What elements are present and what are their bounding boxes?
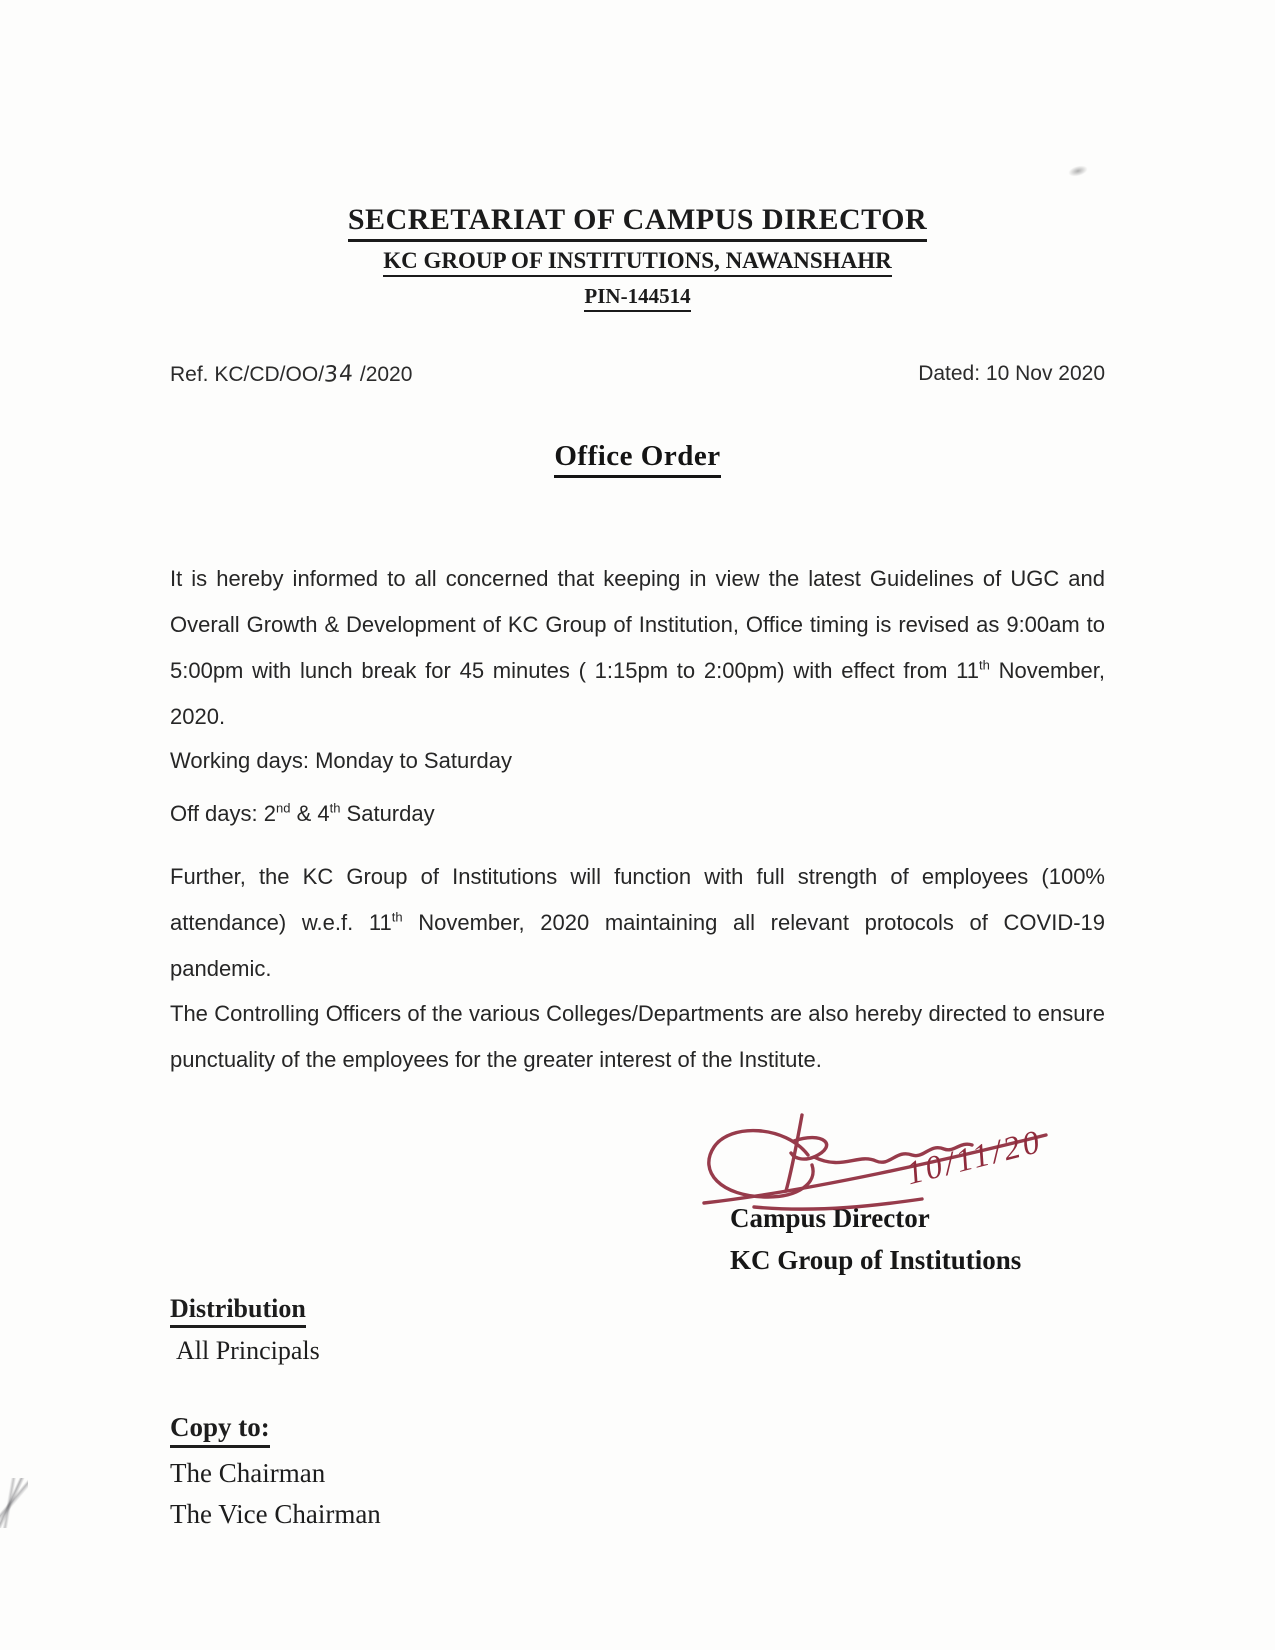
paragraph-text: It is hereby informed to all concerned that keeping in view the latest Guidelines of UGC and Overall Growth & Development of KC Group of Institution, Office timing is revised as 9:00am to 5:00pm with lunch break for 45 minutes ( 1:15pm to 2:00pm) with effect from 11 <box>170 566 1105 683</box>
reference-handwritten-number: 34 <box>323 361 355 388</box>
scan-smudge-artifact <box>0 1478 28 1528</box>
ordinal-superscript: th <box>391 909 403 925</box>
scan-smudge-artifact <box>1067 164 1089 179</box>
signature-block <box>690 1095 1120 1325</box>
document-title <box>0 440 1275 478</box>
ordinal-superscript: nd <box>275 800 291 816</box>
paragraph-controlling-officers: The Controlling Officers of the various Colleges/Departments are also hereby directed to ensure punctuality of the employees for the greater interest of the Institute. <box>170 1001 1105 1072</box>
copy-to-heading: Copy to: <box>170 1412 270 1448</box>
paragraph-text: November, 2020 maintaining all relevant protocols of COVID-19 pandemic. <box>170 910 1105 981</box>
document-title-text: Office Order <box>554 440 720 478</box>
letterhead <box>0 203 1275 312</box>
reference-prefix: Ref. KC/CD/OO/ <box>170 363 325 386</box>
paragraph-text: Saturday <box>340 801 435 826</box>
paragraph-working-days: Working days: Monday to Saturday <box>170 748 512 773</box>
paragraph-off-days <box>170 791 1105 837</box>
copy-to-section <box>170 1412 381 1530</box>
letterhead-institution: KC GROUP OF INSTITUTIONS, NAWANSHAHR <box>383 248 891 277</box>
signatory-designation: Campus Director <box>730 1203 930 1233</box>
letterhead-pin: PIN-144514 <box>584 284 690 312</box>
distribution-heading: Distribution <box>170 1294 306 1328</box>
copy-to-item: The Chairman <box>170 1458 326 1488</box>
copy-to-item: The Vice Chairman <box>170 1499 381 1529</box>
paragraph-text: & 4 <box>290 801 330 826</box>
ordinal-superscript: th <box>979 657 990 673</box>
distribution-section <box>170 1294 320 1366</box>
reference-suffix: /2020 <box>354 363 413 386</box>
paragraph-text: Off days: 2 <box>170 801 276 826</box>
paragraph-full-strength <box>170 854 1105 992</box>
distribution-item: All Principals <box>176 1336 320 1365</box>
reference-row <box>170 362 1105 387</box>
reference-number <box>170 362 412 387</box>
paragraph-text: November, 2020. <box>170 658 1105 729</box>
signature-handwritten-date: 10/11/20 <box>902 1123 1047 1193</box>
paragraph-text: Further, the KC Group of Institutions will function with full strength of employees (100% attendance) w.e.f. 11 <box>170 864 1105 935</box>
ordinal-superscript: th <box>329 800 341 816</box>
date-line: Dated: 10 Nov 2020 <box>918 362 1105 385</box>
letterhead-title: SECRETARIAT OF CAMPUS DIRECTOR <box>348 203 927 242</box>
paragraph-office-timing <box>170 556 1105 740</box>
signatory-organization: KC Group of Institutions <box>730 1245 1022 1275</box>
